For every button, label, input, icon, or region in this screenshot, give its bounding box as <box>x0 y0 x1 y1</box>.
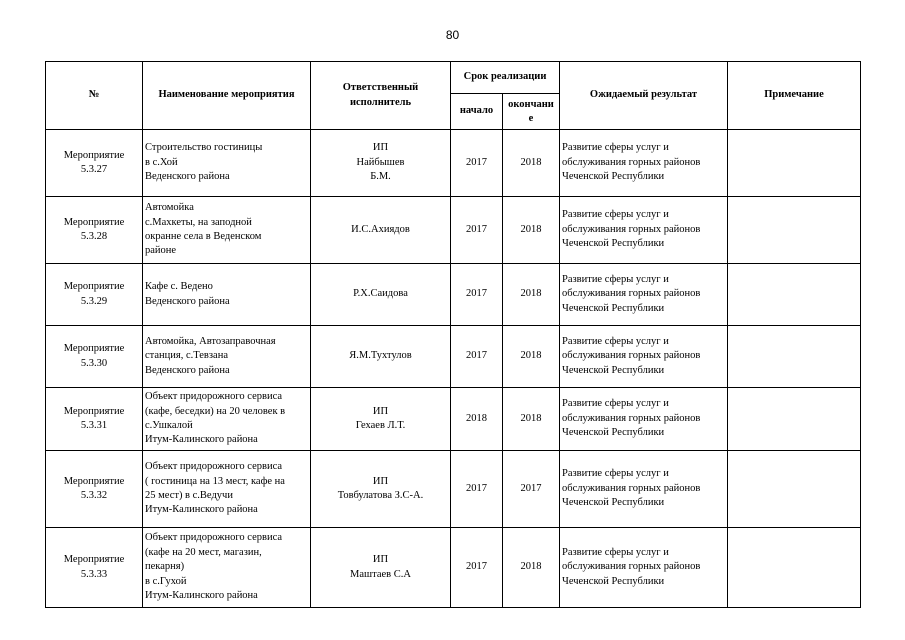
header-period: Срок реализации <box>451 62 560 94</box>
header-start: начало <box>451 94 503 130</box>
table-row <box>46 130 861 197</box>
row-start: 2017 <box>451 326 503 388</box>
row-id: Мероприятие 5.3.27 <box>46 130 143 197</box>
row-name: Объект придорожного сервиса (кафе на 20 мест, магазин, пекарня) в с.Гухой Итум-Калинского района <box>143 528 311 608</box>
header-no: № <box>46 62 143 130</box>
row-end: 2018 <box>503 264 560 326</box>
row-executor: ИП Найбышев Б.М. <box>311 130 451 197</box>
table-row <box>46 264 861 326</box>
row-executor: И.С.Ахиядов <box>311 197 451 264</box>
row-start: 2017 <box>451 528 503 608</box>
row-id: Мероприятие 5.3.32 <box>46 451 143 528</box>
row-result: Развитие сферы услуг и обслуживания горных районов Чеченской Республики <box>560 326 728 388</box>
row-result: Развитие сферы услуг и обслуживания горных районов Чеченской Республики <box>560 197 728 264</box>
header-executor: Ответственный исполнитель <box>311 62 451 130</box>
header-result: Ожидаемый результат <box>560 62 728 130</box>
row-start: 2018 <box>451 388 503 451</box>
row-note <box>728 197 861 264</box>
row-note <box>728 130 861 197</box>
table-row <box>46 451 861 528</box>
row-id: Мероприятие 5.3.28 <box>46 197 143 264</box>
row-note <box>728 528 861 608</box>
row-result: Развитие сферы услуг и обслуживания горных районов Чеченской Республики <box>560 388 728 451</box>
table-row <box>46 197 861 264</box>
row-start: 2017 <box>451 197 503 264</box>
row-result: Развитие сферы услуг и обслуживания горных районов Чеченской Республики <box>560 130 728 197</box>
row-id: Мероприятие 5.3.31 <box>46 388 143 451</box>
row-id: Мероприятие 5.3.29 <box>46 264 143 326</box>
row-note <box>728 451 861 528</box>
row-result: Развитие сферы услуг и обслуживания горных районов Чеченской Республики <box>560 264 728 326</box>
row-end: 2018 <box>503 197 560 264</box>
header-note: Примечание <box>728 62 861 130</box>
header-end: окончани е <box>503 94 560 130</box>
row-start: 2017 <box>451 451 503 528</box>
row-result: Развитие сферы услуг и обслуживания горных районов Чеченской Республики <box>560 451 728 528</box>
row-id: Мероприятие 5.3.33 <box>46 528 143 608</box>
row-name: Объект придорожного сервиса ( гостиница на 13 мест, кафе на 25 мест) в с.Ведучи Итум-Калинского района <box>143 451 311 528</box>
row-end: 2018 <box>503 130 560 197</box>
row-note <box>728 326 861 388</box>
page-number: 80 <box>445 28 460 42</box>
row-executor: ИП Гехаев Л.Т. <box>311 388 451 451</box>
table-row <box>46 528 861 608</box>
row-end: 2018 <box>503 528 560 608</box>
row-executor: ИП Маштаев С.А <box>311 528 451 608</box>
row-name: Автомойка с.Махкеты, на заподной окранне села в Веденском районе <box>143 197 311 264</box>
row-result: Развитие сферы услуг и обслуживания горных районов Чеченской Республики <box>560 528 728 608</box>
row-end: 2018 <box>503 326 560 388</box>
activities-table <box>45 61 861 608</box>
header-name: Наименование мероприятия <box>143 62 311 130</box>
row-note <box>728 264 861 326</box>
row-id: Мероприятие 5.3.30 <box>46 326 143 388</box>
row-name: Строительство гостиницы в с.Хой Веденского района <box>143 130 311 197</box>
table-row <box>46 388 861 451</box>
row-start: 2017 <box>451 264 503 326</box>
row-executor: ИП Товбулатова З.С-А. <box>311 451 451 528</box>
row-name: Автомойка, Автозаправочная станция, с.Тевзана Веденского района <box>143 326 311 388</box>
row-executor: Я.М.Тухтулов <box>311 326 451 388</box>
table-row <box>46 326 861 388</box>
row-name: Объект придорожного сервиса (кафе, беседки) на 20 человек в с.Ушкалой Итум-Калинского района <box>143 388 311 451</box>
row-end: 2018 <box>503 388 560 451</box>
row-end: 2017 <box>503 451 560 528</box>
row-note <box>728 388 861 451</box>
row-name: Кафе с. Ведено Веденского района <box>143 264 311 326</box>
row-executor: Р.Х.Саидова <box>311 264 451 326</box>
row-start: 2017 <box>451 130 503 197</box>
